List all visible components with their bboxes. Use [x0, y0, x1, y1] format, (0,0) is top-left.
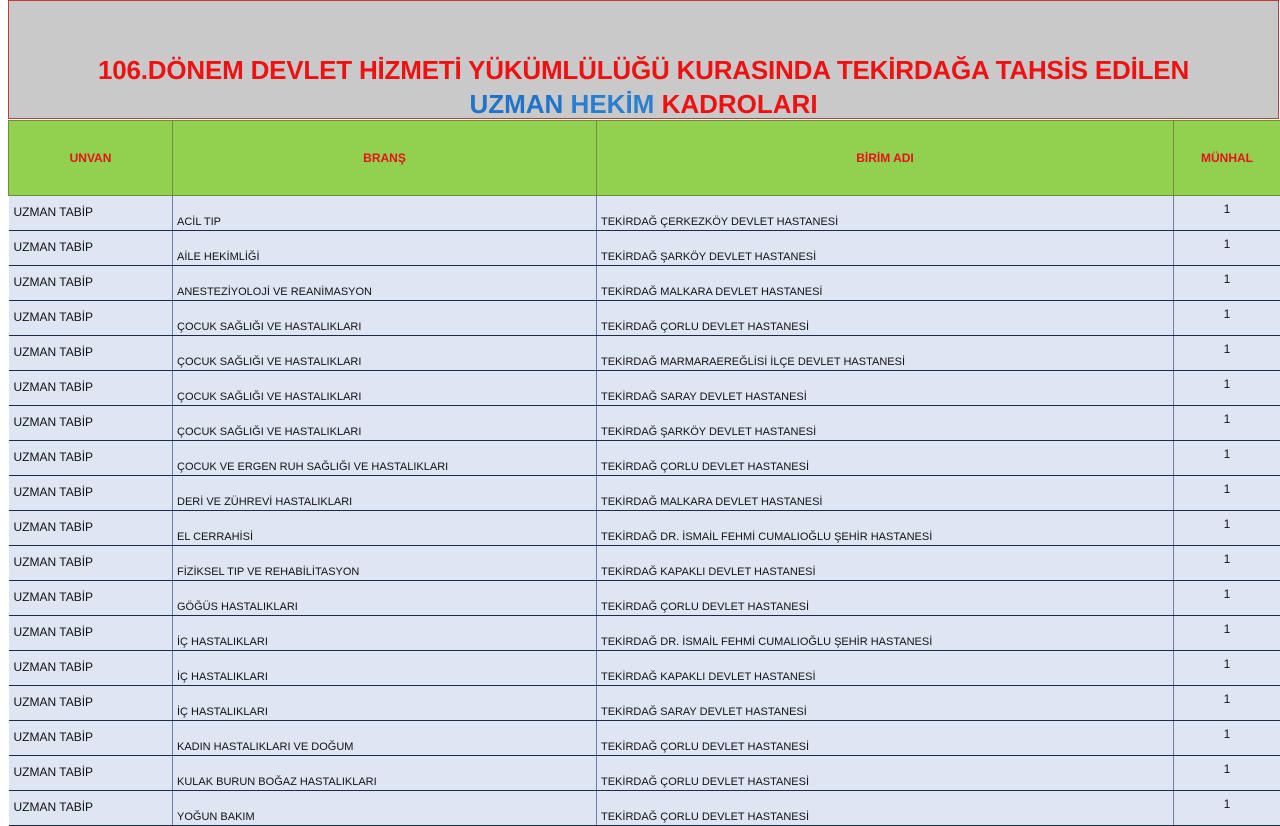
- table-row: [9, 196, 1280, 231]
- staff-allocation-table: [8, 120, 1280, 826]
- cell-munhal: 1: [1174, 266, 1280, 301]
- table-row: [9, 791, 1280, 826]
- header-birim-adi: BİRİM ADI: [597, 121, 1174, 196]
- cell-unvan: UZMAN TABİP: [9, 616, 173, 651]
- cell-munhal: 1: [1174, 441, 1280, 476]
- cell-munhal: 1: [1174, 301, 1280, 336]
- cell-munhal: 1: [1174, 476, 1280, 511]
- cell-birim-adi: TEKİRDAĞ ŞARKÖY DEVLET HASTANESİ: [597, 231, 1174, 266]
- cell-brans: GÖĞÜS HASTALIKLARI: [173, 581, 597, 616]
- cell-birim-adi: TEKİRDAĞ ÇERKEZKÖY DEVLET HASTANESİ: [597, 196, 1174, 231]
- cell-munhal: 1: [1174, 721, 1280, 756]
- cell-brans: EL CERRAHİSİ: [173, 511, 597, 546]
- cell-unvan: UZMAN TABİP: [9, 266, 173, 301]
- cell-unvan: UZMAN TABİP: [9, 791, 173, 826]
- cell-brans: FİZİKSEL TIP VE REHABİLİTASYON: [173, 546, 597, 581]
- cell-brans: ACİL TIP: [173, 196, 597, 231]
- title-banner: [8, 0, 1279, 119]
- table-row: [9, 616, 1280, 651]
- cell-munhal: 1: [1174, 686, 1280, 721]
- cell-birim-adi: TEKİRDAĞ ÇORLU DEVLET HASTANESİ: [597, 581, 1174, 616]
- cell-munhal: 1: [1174, 756, 1280, 791]
- cell-birim-adi: TEKİRDAĞ DR. İSMAİL FEHMİ CUMALIOĞLU ŞEHİR HASTANESİ: [597, 511, 1174, 546]
- cell-birim-adi: TEKİRDAĞ ŞARKÖY DEVLET HASTANESİ: [597, 406, 1174, 441]
- table-row: [9, 721, 1280, 756]
- cell-birim-adi: TEKİRDAĞ DR. İSMAİL FEHMİ CUMALIOĞLU ŞEHİR HASTANESİ: [597, 616, 1174, 651]
- table-row: [9, 651, 1280, 686]
- cell-birim-adi: TEKİRDAĞ SARAY DEVLET HASTANESİ: [597, 686, 1174, 721]
- table-row: [9, 406, 1280, 441]
- cell-brans: ÇOCUK SAĞLIĞI VE HASTALIKLARI: [173, 336, 597, 371]
- cell-unvan: UZMAN TABİP: [9, 651, 173, 686]
- cell-birim-adi: TEKİRDAĞ KAPAKLI DEVLET HASTANESİ: [597, 651, 1174, 686]
- cell-munhal: 1: [1174, 791, 1280, 826]
- header-unvan: UNVAN: [9, 121, 173, 196]
- cell-unvan: UZMAN TABİP: [9, 301, 173, 336]
- table-row: [9, 266, 1280, 301]
- cell-unvan: UZMAN TABİP: [9, 686, 173, 721]
- cell-birim-adi: TEKİRDAĞ ÇORLU DEVLET HASTANESİ: [597, 301, 1174, 336]
- cell-unvan: UZMAN TABİP: [9, 441, 173, 476]
- cell-birim-adi: TEKİRDAĞ MALKARA DEVLET HASTANESİ: [597, 476, 1174, 511]
- cell-brans: İÇ HASTALIKLARI: [173, 686, 597, 721]
- cell-brans: YOĞUN BAKIM: [173, 791, 597, 826]
- cell-birim-adi: TEKİRDAĞ MARMARAEREĞLİSİ İLÇE DEVLET HASTANESİ: [597, 336, 1174, 371]
- table-row: [9, 546, 1280, 581]
- table-row: [9, 756, 1280, 791]
- table-row: [9, 686, 1280, 721]
- table-row: [9, 371, 1280, 406]
- cell-birim-adi: TEKİRDAĞ KAPAKLI DEVLET HASTANESİ: [597, 546, 1174, 581]
- header-brans: BRANŞ: [173, 121, 597, 196]
- cell-brans: DERİ VE ZÜHREVİ HASTALIKLARI: [173, 476, 597, 511]
- cell-brans: İÇ HASTALIKLARI: [173, 616, 597, 651]
- cell-unvan: UZMAN TABİP: [9, 476, 173, 511]
- subtitle-word-kadrolari: KADROLARI: [662, 89, 818, 119]
- cell-brans: KADIN HASTALIKLARI VE DOĞUM: [173, 721, 597, 756]
- cell-brans: ÇOCUK VE ERGEN RUH SAĞLIĞI VE HASTALIKLARI: [173, 441, 597, 476]
- cell-birim-adi: TEKİRDAĞ MALKARA DEVLET HASTANESİ: [597, 266, 1174, 301]
- cell-munhal: 1: [1174, 546, 1280, 581]
- subtitle-word-hekim: HEKİM: [571, 89, 655, 119]
- table-row: [9, 476, 1280, 511]
- cell-unvan: UZMAN TABİP: [9, 336, 173, 371]
- cell-unvan: UZMAN TABİP: [9, 546, 173, 581]
- cell-brans: ÇOCUK SAĞLIĞI VE HASTALIKLARI: [173, 371, 597, 406]
- cell-birim-adi: TEKİRDAĞ ÇORLU DEVLET HASTANESİ: [597, 791, 1174, 826]
- cell-brans: AİLE HEKİMLİĞİ: [173, 231, 597, 266]
- subtitle-word-uzman: UZMAN: [469, 89, 563, 119]
- cell-munhal: 1: [1174, 371, 1280, 406]
- table-row: [9, 301, 1280, 336]
- cell-brans: İÇ HASTALIKLARI: [173, 651, 597, 686]
- cell-munhal: 1: [1174, 196, 1280, 231]
- cell-brans: KULAK BURUN BOĞAZ HASTALIKLARI: [173, 756, 597, 791]
- cell-unvan: UZMAN TABİP: [9, 231, 173, 266]
- cell-unvan: UZMAN TABİP: [9, 756, 173, 791]
- table-header-row: [9, 121, 1280, 196]
- table-row: [9, 231, 1280, 266]
- table-row: [9, 511, 1280, 546]
- page-subtitle: [9, 87, 1278, 121]
- cell-brans: ANESTEZİYOLOJİ VE REANİMASYON: [173, 266, 597, 301]
- cell-birim-adi: TEKİRDAĞ ÇORLU DEVLET HASTANESİ: [597, 721, 1174, 756]
- cell-unvan: UZMAN TABİP: [9, 721, 173, 756]
- cell-munhal: 1: [1174, 581, 1280, 616]
- cell-munhal: 1: [1174, 231, 1280, 266]
- page-title: 106.DÖNEM DEVLET HİZMETİ YÜKÜMLÜLÜĞÜ KURASINDA TEKİRDAĞA TAHSİS EDİLEN: [9, 53, 1278, 87]
- cell-munhal: 1: [1174, 511, 1280, 546]
- cell-unvan: UZMAN TABİP: [9, 196, 173, 231]
- cell-munhal: 1: [1174, 336, 1280, 371]
- table-row: [9, 581, 1280, 616]
- cell-munhal: 1: [1174, 406, 1280, 441]
- cell-unvan: UZMAN TABİP: [9, 581, 173, 616]
- cell-birim-adi: TEKİRDAĞ ÇORLU DEVLET HASTANESİ: [597, 441, 1174, 476]
- cell-birim-adi: TEKİRDAĞ SARAY DEVLET HASTANESİ: [597, 371, 1174, 406]
- cell-munhal: 1: [1174, 651, 1280, 686]
- cell-brans: ÇOCUK SAĞLIĞI VE HASTALIKLARI: [173, 406, 597, 441]
- header-munhal: MÜNHAL: [1174, 121, 1280, 196]
- cell-brans: ÇOCUK SAĞLIĞI VE HASTALIKLARI: [173, 301, 597, 336]
- cell-unvan: UZMAN TABİP: [9, 511, 173, 546]
- table-row: [9, 336, 1280, 371]
- cell-unvan: UZMAN TABİP: [9, 371, 173, 406]
- cell-munhal: 1: [1174, 616, 1280, 651]
- cell-birim-adi: TEKİRDAĞ ÇORLU DEVLET HASTANESİ: [597, 756, 1174, 791]
- cell-unvan: UZMAN TABİP: [9, 406, 173, 441]
- table-row: [9, 441, 1280, 476]
